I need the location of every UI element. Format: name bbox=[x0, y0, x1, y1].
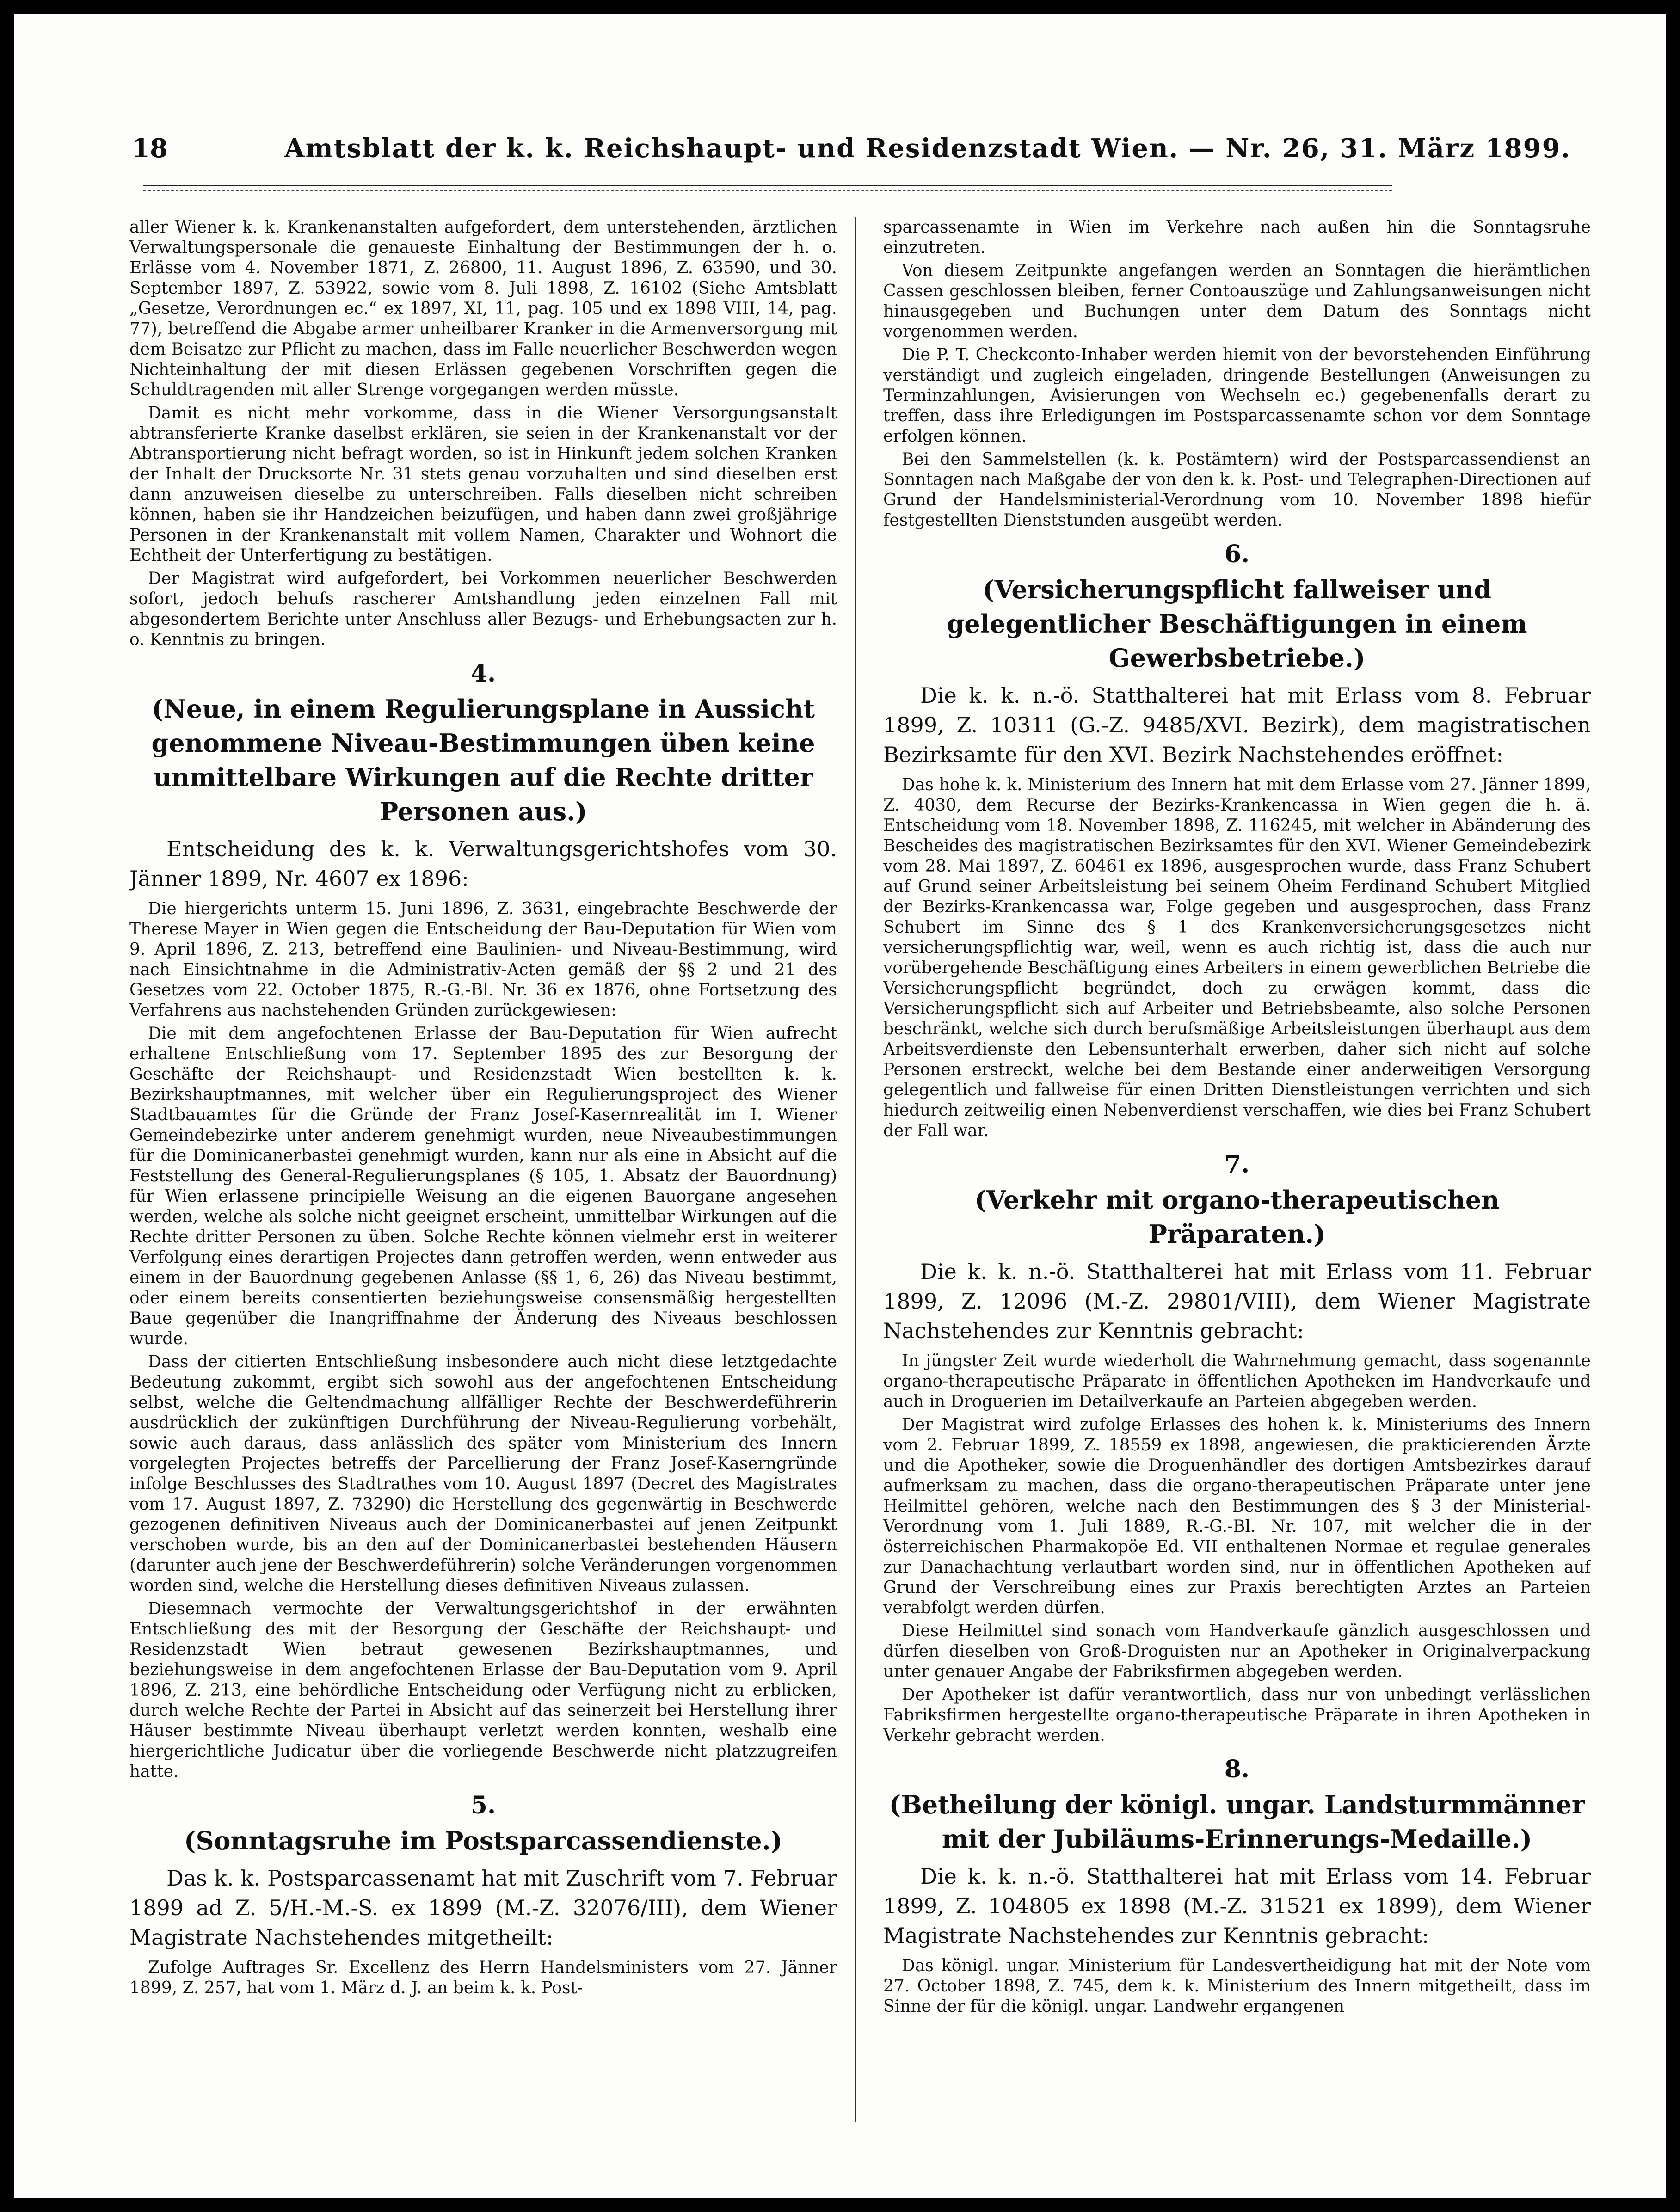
section-number: 6. bbox=[1224, 540, 1250, 568]
paragraph: Der Magistrat wird zufolge Erlasses des hohen k. k. Ministeriums des Innern vom 2. Februar 1899, Z. 18559 ex 1898, angewiesen, die prakticierenden Ärzte und die Apotheker, sowie die Droguenhändler des dortigen Amtsbezirkes darauf aufmerksam zu machen, dass die organo-therapeutischen Präparate unter jene Heilmittel gehören, welche nach den Bestimmungen des § 3 der Ministerial-Verordnung vom 1. Juli 1889, R.-G.-Bl. Nr. 107, mit welcher die in der österreichischen Pharmakopöe Ed. VII enthaltenen Normae et regulae generales zur Danachachtung verlautbart worden sind, nur in öffentlichen Apotheken auf Grund der Verschreibung eines zur Praxis berechtigten Arztes an Parteien verabfolgt werden dürfen. bbox=[883, 1415, 1591, 1617]
header-title: Amtsblatt der k. k. Reichshaupt- und Residenzstadt Wien. — Nr. 26, 31. März 1899. bbox=[284, 133, 1571, 164]
page bbox=[14, 14, 1666, 2198]
paragraph: Diesemnach vermochte der Verwaltungsgerichtshof in der erwähnten Entschließung des mit der Besorgung der Geschäfte der Reichshaupt- und Residenzstadt Wien betraut gewesenen Bezirkshauptmannes, und beziehungsweise in dem angefochtenen Erlasse der Bau-Deputation vom 9. April 1896, Z. 213, eine behördliche Entscheidung oder Verfügung nicht zu erblicken, durch welche Rechte der Partei in Absicht auf das seinerzeit bei Herstellung ihrer Häuser bestimmte Niveau überhaupt verletzt werden konnten, weshalb eine hiergerichtliche Judicatur über die vorliegende Beschwerde nicht platzzugreifen hatte. bbox=[129, 1599, 837, 1781]
section-lead: Die k. k. n.-ö. Statthalterei hat mit Erlass vom 14. Februar 1899, Z. 104805 ex 1898 (M.-Z. 31521 ex 1899), dem Wiener Magistrate Nachstehendes zur Kenntnis gebracht: bbox=[883, 1864, 1591, 1948]
section-title: (Neue, in einem Regulierungsplane in Aussicht genommene Niveau-Bestimmungen üben keine unmittelbare Wirkungen auf die Rechte dritter Personen aus.) bbox=[151, 694, 815, 826]
section-title: (Versicherungspflicht fallweiser und gelegentlicher Beschäftigungen in einem Gewerbsbetriebe.) bbox=[947, 575, 1527, 673]
section-title: (Betheilung der königl. ungar. Landsturmmänner mit der Jubiläums-Erinnerungs-Medaille.) bbox=[889, 1790, 1585, 1854]
paragraph: Das hohe k. k. Ministerium des Innern hat mit dem Erlasse vom 27. Jänner 1899, Z. 4030, dem Recurse der Bezirks-Krankencassa in Wien gegen die h. ä. Entscheidung vom 18. November 1898, Z. 116245, mit welcher in Abänderung des Bescheides des magistratischen Bezirksamtes für den XVI. Wiener Gemeindebezirk vom 28. Mai 1897, Z. 60461 ex 1896, ausgesprochen wurde, dass Franz Schubert auf Grund seiner Arbeitsleistung bei seinem Oheim Ferdinand Schubert Mitglied der Bezirks-Krankencassa war, Folge gegeben und ausgesprochen, dass Franz Schubert im Sinne des § 1 des Krankenversicherungsgesetzes nicht versicherungspflichtig war, weil, wenn es auch richtig ist, dass die auch nur vorübergehende Beschäftigung eines Arbeiters in einem gewerblichen Betriebe die Versicherungspflicht begründet, doch zu erwägen kommt, dass die Versicherungspflicht sich auf Arbeiter und Betriebsbeamte, also solche Personen beschränkt, welche sich durch berufsmäßige Arbeitsleistungen überhaupt aus dem Arbeitsverdienste den Lebensunterhalt erwerben, daher sich nicht auf solche Personen erstreckt, welche bei dem Bestande einer anderweitigen Versorgung gelegentlich und fallweise für einen Dritten Dienstleistungen verrichten und sich hiedurch zeitweilig einen Nebenverdienst verschaffen, wie dies bei Franz Schubert der Fall war. bbox=[883, 775, 1591, 1140]
running-header bbox=[132, 133, 1571, 175]
section-title: (Sonntagsruhe im Postsparcassendienste.) bbox=[184, 1826, 783, 1856]
paragraph: Der Apotheker ist dafür verantwortlich, dass nur von unbedingt verlässlichen Fabriksfirmen hergestellte organo-therapeutische Präparate in ihren Apotheken in Verkehr gebracht werden. bbox=[883, 1685, 1591, 1745]
column-separator bbox=[855, 217, 856, 2122]
paragraph: Dass der citierten Entschließung insbesondere auch nicht diese letztgedachte Bedeutung zukommt, ergibt sich sowohl aus der angefochtenen Entscheidung selbst, welche die Geltendmachung allfälliger Rechte der Beschwerdeführerin ausdrücklich der zukünftigen Durchführung der Niveau-Regulierung vorbehält, sowie auch daraus, dass anlässlich des später vom Ministerium des Innern vorgelegten Projectes betreffs der Parcellierung der Franz Josef-Kaserngründe infolge Beschlusses des Stadtrathes vom 10. August 1897 (Decret des Magistrates vom 17. August 1897, Z. 73290) die Herstellung des gegenwärtig in Beschwerde gezogenen definitiven Niveaus auch der Dominicanerbastei auf jenen Zeitpunkt verschoben wurde, bis an den auf der Dominicanerbastei bestehenden Häusern (darunter auch jene der Beschwerdeführerin) solche Veränderungen vorgenommen worden sind, welche die Herstellung dieses definitiven Niveaus zulassen. bbox=[129, 1352, 837, 1595]
paragraph: sparcassenamte in Wien im Verkehre nach außen hin die Sonntagsruhe einzutreten. bbox=[883, 218, 1591, 257]
paragraph: Damit es nicht mehr vorkomme, dass in die Wiener Versorgungsanstalt abtransferierte Kranke daselbst erklären, sie seien in der Krankenanstalt vor der Abtransportierung nicht befragt worden, so ist in Hinkunft jedem solchen Kranken der Inhalt der Drucksorte Nr. 31 stets genau vorzuhalten und sind dieselben erst dann anzuweisen dieselbe zu unterschreiben. Falls dieselben nicht schreiben können, haben sie ihr Handzeichen beizufügen, und haben dann zwei großjährige Personen in der Krankenanstalt mit vollem Namen, Charakter und Wohnort die Echtheit der Unterfertigung zu bestätigen. bbox=[129, 404, 837, 565]
paragraph: Die P. T. Checkconto-Inhaber werden hiemit von der bevorstehenden Einführung verständigt und zugleich eingeladen, dringende Bestellungen (Anweisungen zu Terminzahlungen, Avisierungen von Wechseln ec.) gegebenenfalls derart zu treffen, dass ihre Erledigungen im Postsparcassenamte schon vor dem Sonntage erfolgen können. bbox=[883, 345, 1591, 446]
paragraph: Die hiergerichts unterm 15. Juni 1896, Z. 3631, eingebrachte Beschwerde der Therese Mayer in Wien gegen die Entscheidung der Bau-Deputation für Wien vom 9. April 1896, Z. 213, betreffend eine Baulinien- und Niveau-Bestimmung, wird nach Einsichtnahme in die Administrativ-Acten gemäß der §§ 2 und 21 des Gesetzes vom 22. October 1875, R.-G.-Bl. Nr. 36 ex 1876, ohne Fortsetzung des Verfahrens aus nachstehenden Gründen zurückgewiesen: bbox=[129, 899, 837, 1020]
section-lead: Das k. k. Postsparcassenamt hat mit Zuschrift vom 7. Februar 1899 ad Z. 5/H.-M.-S. ex 1899 (M.-Z. 32076/III), dem Wiener Magistrate Nachstehendes mitgetheilt: bbox=[129, 1866, 837, 1950]
section-lead: Die k. k. n.-ö. Statthalterei hat mit Erlass vom 8. Februar 1899, Z. 10311 (G.-Z. 9485/XVI. Bezirk), dem magistratischen Bezirksamte für den XVI. Bezirk Nachstehendes eröffnet: bbox=[883, 683, 1591, 767]
left-column bbox=[129, 217, 837, 2127]
page-number: 18 bbox=[132, 133, 168, 164]
section-lead: Die k. k. n.-ö. Statthalterei hat mit Erlass vom 11. Februar 1899, Z. 12096 (M.-Z. 29801/VIII), dem Wiener Magistrate Nachstehendes zur Kenntnis gebracht: bbox=[883, 1259, 1591, 1343]
header-rule bbox=[143, 185, 1392, 191]
section-number: 5. bbox=[470, 1791, 496, 1819]
paragraph: Von diesem Zeitpunkte angefangen werden an Sonntagen die hierämtlichen Cassen geschlossen bleiben, ferner Contoauszüge und Zahlungsanweisungen nicht hinausgegeben und Buchungen unter dem Datum des Sonntags nicht vorgenommen werden. bbox=[883, 261, 1591, 341]
paragraph: In jüngster Zeit wurde wiederholt die Wahrnehmung gemacht, dass sogenannte organo-therapeutische Präparate in öffentlichen Apotheken im Handverkaufe und auch in Droguerien im Detailverkaufe an Parteien abgegeben werden. bbox=[883, 1352, 1591, 1411]
section-number: 8. bbox=[1224, 1755, 1250, 1783]
paragraph: Das königl. ungar. Ministerium für Landesvertheidigung hat mit der Note vom 27. October 1898, Z. 745, dem k. k. Ministerium des Innern mitgetheilt, dass im Sinne der für die königl. ungar. Landwehr ergangenen bbox=[883, 1956, 1591, 2016]
paragraph: Bei den Sammelstellen (k. k. Postämtern) wird der Postsparcassendienst an Sonntagen nach Maßgabe der von den k. k. Post- und Telegraphen-Directionen auf Grund der Handelsministerial-Verordnung vom 10. November 1898 hiefür festgestellten Dienststunden ausgeübt werden. bbox=[883, 450, 1591, 530]
paragraph: Die mit dem angefochtenen Erlasse der Bau-Deputation für Wien aufrecht erhaltene Entschließung vom 17. September 1895 des zur Besorgung der Geschäfte der Reichshaupt- und Residenzstadt Wien bestellten k. k. Bezirkshauptmannes, mit welcher über ein Regulierungsproject des Wiener Stadtbauamtes für die Gründe der Franz Josef-Kasernrealität im I. Wiener Gemeindebezirke unter anderem genehmigt wurden, neue Niveaubestimmungen für die Dominicanerbastei genehmigt wurden, kann nur als eine in Absicht auf die Feststellung des General-Regulierungsplanes (§ 105, 1. Absatz der Bauordnung) für Wien erlassene principielle Weisung an die eigenen Bauorgane angesehen werden, welche als solche nicht geeignet erscheint, unmittelbar Wirkungen auf die Rechte dritter Personen zu üben. Solche Rechte können vielmehr erst in weiterer Verfolgung eines derartigen Projectes dann getroffen werden, wenn entweder aus einem in der Bauordnung gegebenen Anlasse (§§ 1, 6, 26) das Niveau bestimmt, oder einem bereits consentierten beziehungsweise consensmäßig hergestellten Baue gegenüber die Inangriffnahme der Änderung des Niveaus beschlossen wurde. bbox=[129, 1024, 837, 1348]
section-title: (Verkehr mit organo-therapeutischen Präparaten.) bbox=[974, 1185, 1500, 1249]
section-number: 7. bbox=[1224, 1150, 1250, 1179]
paragraph: Zufolge Auftrages Sr. Excellenz des Herrn Handelsministers vom 27. Jänner 1899, Z. 257, hat vom 1. März d. J. an beim k. k. Post- bbox=[129, 1958, 837, 1997]
paragraph: aller Wiener k. k. Krankenanstalten aufgefordert, dem unterstehenden, ärztlichen Verwaltungspersonale die genaueste Einhaltung der Bestimmungen der h. o. Erlässe vom 4. November 1871, Z. 26800, 11. August 1896, Z. 63590, und 30. September 1897, Z. 53922, sowie vom 8. Juli 1898, Z. 16102 (Siehe Amtsblatt „Gesetze, Verordnungen ec.“ ex 1897, XI, 11, pag. 105 und ex 1898 VIII, 14, pag. 77), betreffend die Abgabe armer unheilbarer Kranker in die Armenversorgung mit dem Beisatze zur Pflicht zu machen, dass im Falle neuerlicher Beschwerden wegen Nichteinhaltung der mit diesen Erlässen gegebenen Vorschriften gegen die Schuldtragenden mit aller Strenge vorgegangen werden müsste. bbox=[129, 218, 837, 399]
section-lead: Entscheidung des k. k. Verwaltungsgerichtshofes vom 30. Jänner 1899, Nr. 4607 ex 1896: bbox=[129, 836, 837, 891]
right-column bbox=[883, 217, 1591, 2127]
paragraph: Diese Heilmittel sind sonach vom Handverkaufe gänzlich ausgeschlossen und dürfen dieselben von Groß-Droguisten nur an Apotheker in Originalverpackung unter genauer Angabe der Fabriksfirmen abgegeben werden. bbox=[883, 1622, 1591, 1681]
paragraph: Der Magistrat wird aufgefordert, bei Vorkommen neuerlicher Beschwerden sofort, jedoch behufs rascherer Amtshandlung jeden einzelnen Fall mit abgesondertem Berichte unter Anschluss aller Bezugs- und Erhebungsacten zur h. o. Kenntnis zu bringen. bbox=[129, 569, 837, 649]
section-number: 4. bbox=[470, 659, 496, 688]
